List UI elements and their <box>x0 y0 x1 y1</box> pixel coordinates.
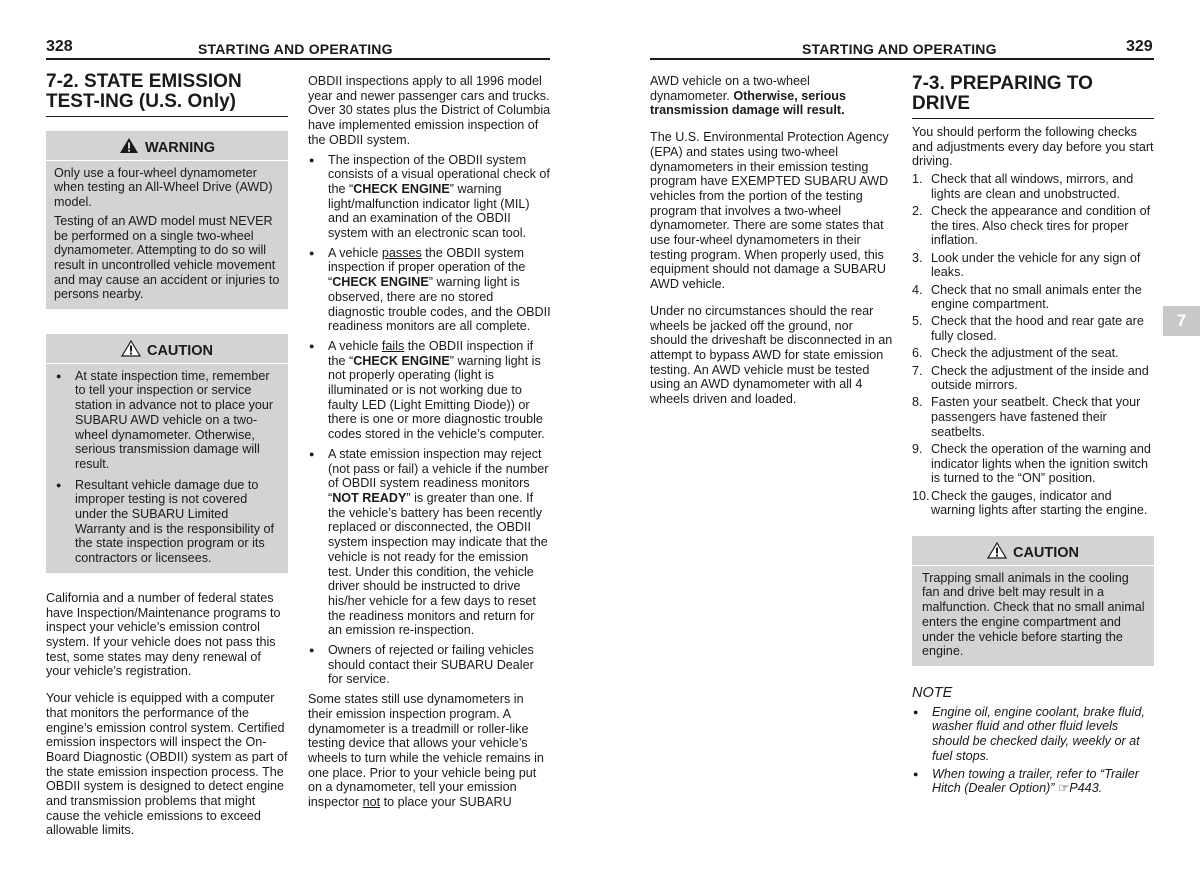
preparing-intro: You should perform the following checks and adjustments every day before you start driving. <box>912 125 1154 169</box>
checklist-item <box>912 172 1154 201</box>
column-1 <box>46 72 288 838</box>
checklist-item-number: 1. <box>912 172 923 187</box>
running-head-left: STARTING AND OPERATING <box>198 41 393 57</box>
jacking-paragraph: Under no circumstances should the rear wheels be jacked off the ground, nor should the driveshaft be disconnected in an attempt to bypass AWD for state emission testing. An AWD vehicle must be tested using an AWD dynamometer with all 4 wheels driven and loaded. <box>650 303 893 407</box>
column-3 <box>650 74 893 407</box>
paragraph-california: California and a number of federal states have Inspection/Maintenance programs to inspect your vehicle’s emission control system. If your vehicle does not pass this test, some states may deny renewal of your vehicle’s registration. <box>46 590 281 679</box>
checklist-item-number: 10. <box>912 488 930 503</box>
obdii-bullet-fails: ● A vehicle fails the OBDII inspection if the “CHECK ENGINE” warning light is not properly operating (light is illuminated or is not working due to faulty LED (Light Emitting Diode)) or there is one or more diagnostic trouble codes stored in the vehicle’s computer. <box>308 339 551 442</box>
checklist-item <box>912 395 1154 439</box>
epa-paragraph: The U.S. Environmental Protection Agency (EPA) and states using two-wheel dynamometers in their emission testing program have EXEMPTED SUBARU AWD vehicles from the portion of the testing program that involves a two-wheel dynamometer. There are some states that use four-wheel dynamometers in their testing program. When properly used, this equipment should not damage a SUBARU AWD vehicle. <box>650 130 889 292</box>
page-number-left: 328 <box>46 38 73 55</box>
caution-bullet-1: ● At state inspection time, remember to tell your inspection or service station in advance not to place your SUBARU AWD vehicle on a two-wheel dynamometer. Otherwise, serious transmission damage will result. <box>55 369 280 472</box>
caution-heading-left <box>46 334 288 364</box>
checklist-item <box>912 489 1154 518</box>
obdii-intro: OBDII inspections apply to all 1996 model year and newer passenger cars and trucks. Over 30 states plus the District of Columbia have implemented emission inspection of the OBDII system. <box>308 74 551 147</box>
caution-heading-text-right: CAUTION <box>1012 545 1080 562</box>
running-head-right: STARTING AND OPERATING <box>802 41 997 57</box>
note-bullet-trailer: ● When towing a trailer, refer to “Trailer Hitch (Dealer Option)” ☞P443. <box>912 767 1154 796</box>
checklist-item-text: Check the gauges, indicator and warning lights after starting the engine. <box>931 488 1148 518</box>
checklist-item <box>912 364 1154 393</box>
checklist-item-text: Check the adjustment of the inside and outside mirrors. <box>931 363 1149 393</box>
caution-heading-text-left: CAUTION <box>146 343 214 360</box>
checklist-item-number: 2. <box>912 204 923 219</box>
checklist-item-text: Fasten your seatbelt. Check that your passengers have fastened their seatbelts. <box>931 395 1141 439</box>
checklist-item <box>912 314 1154 343</box>
note-bullet-fluids: ● Engine oil, engine coolant, brake fluid, washer fluid and other fluid levels should be checked daily, weekly or at fuel stops. <box>912 705 1154 764</box>
warning-paragraph-2: Testing of an AWD model must NEVER be performed on a single two-wheel dynamometer. Attempting to do so will result in uncontrolled vehicle movement and may cause an accident or injuries to persons nearby. <box>54 213 280 302</box>
page-number-right: 329 <box>1126 38 1153 55</box>
checklist-item-number: 4. <box>912 282 923 297</box>
page-reference-icon: ☞ <box>1057 781 1070 796</box>
caution-triangle-icon <box>121 340 141 357</box>
header-rule-right <box>650 58 1154 60</box>
checklist-item-text: Check the adjustment of the seat. <box>931 346 1119 361</box>
caution-box-left <box>46 334 288 573</box>
checklist-item-number: 6. <box>912 346 923 361</box>
checklist-item <box>912 442 1154 486</box>
checklist-item-text: Check that all windows, mirrors, and lights are clean and unobstructed. <box>931 172 1134 201</box>
section-title-7-2: 7-2. STATE EMISSION TEST-ING (U.S. Only) <box>46 72 288 117</box>
warning-heading-text: WARNING <box>144 140 216 156</box>
caution-text-right: Trapping small animals in the cooling fan and drive belt may result in a malfunction. Check that no small animal enters the engine compartment and under the vehicle before starting the engine. <box>922 570 1145 659</box>
checklist-item-number: 8. <box>912 395 923 410</box>
checklist-item-number: 7. <box>912 363 923 378</box>
checklist-item <box>912 283 1154 312</box>
warning-triangle-icon <box>119 137 139 154</box>
caution-triangle-icon <box>987 542 1007 559</box>
checklist-item-text: Check that the hood and rear gate are fully closed. <box>931 314 1144 344</box>
dynamometer-paragraph: Some states still use dynamometers in their emission inspection program. A dynamometer is a treadmill or roller-like testing device that allows your vehicle’s wheels to turn while the vehicle remains in one place. Prior to your vehicle being put on a dynamometer, tell your emission inspector not to place your SUBARU <box>308 692 544 810</box>
note-list <box>912 705 1154 796</box>
checklist-item-text: Check that no small animals enter the engine compartment. <box>931 282 1142 312</box>
warning-heading <box>46 131 288 161</box>
checklist-item-text: Check the operation of the warning and indicator lights when the ignition switch is turned to the “ON” position. <box>931 442 1151 486</box>
column-2 <box>308 74 551 810</box>
checklist-item <box>912 204 1154 248</box>
note-heading: NOTE <box>912 685 953 701</box>
checklist-item-number: 3. <box>912 250 923 265</box>
header-rule-left <box>46 58 550 60</box>
caution-bullet-2: ● Resultant vehicle damage due to improper testing is not covered under the SUBARU Limited Warranty and is the responsibility of the state inspection program or its contractors or licensees. <box>55 478 280 566</box>
checklist <box>912 172 1154 518</box>
checklist-item-text: Look under the vehicle for any sign of leaks. <box>931 250 1141 280</box>
caution-box-right <box>912 536 1154 666</box>
warning-box <box>46 131 288 309</box>
checklist-item <box>912 251 1154 280</box>
checklist-item <box>912 346 1154 361</box>
chapter-tab: 7 <box>1163 306 1200 336</box>
obdii-bullet-inspection: ● The inspection of the OBDII system consists of a visual operational check of the “CHECK ENGINE” warning light/malfunction indicator light (MIL) and an examination of the OBDII system with an electronic scan tool. <box>308 153 551 241</box>
checklist-item-number: 9. <box>912 442 923 457</box>
warning-paragraph-1: Only use a four-wheel dynamometer when testing an All-Wheel Drive (AWD) model. <box>54 165 273 210</box>
caution-heading-right <box>912 536 1154 566</box>
section-title-7-3: 7-3. PREPARING TO DRIVE <box>912 74 1154 119</box>
column-4 <box>912 74 1154 796</box>
obdii-bullet-owners: ● Owners of rejected or failing vehicles should contact their SUBARU Dealer for service. <box>308 643 551 687</box>
obdii-bullet-passes: ● A vehicle passes the OBDII system inspection if proper operation of the “CHECK ENGINE” warning light is observed, there are no stored diagnostic trouble codes, and the OBDII readiness monitors are all complete. <box>308 246 551 334</box>
paragraph-obdii-computer: Your vehicle is equipped with a computer that monitors the performance of the engine’s emission control system. Certified emission inspectors will inspect the On-Board Diagnostic (OBDII) system as part of the state emission inspection process. The OBDII system is designed to detect engine and transmission problems that might cause the vehicle emissions to exceed allowable limits. <box>46 691 288 838</box>
obdii-bullet-reject: ● A state emission inspection may reject (not pass or fail) a vehicle if the number of OBDII system readiness monitors “NOT READY” is greater than one. If the vehicle’s battery has been recently replaced or disconnected, the OBDII system inspection may indicate that the vehicle is not ready for the emission test. Under this condition, the vehicle driver should be instructed to drive his/her vehicle for a few days to reset the readiness monitors and return for an emission re-inspection. <box>308 447 551 638</box>
awd-continuation: AWD vehicle on a two-wheel dynamometer. Otherwise, serious transmission damage will result. <box>650 74 846 118</box>
checklist-item-text: Check the appearance and condition of the tires. Also check tires for proper inflation. <box>931 204 1151 248</box>
checklist-item-number: 5. <box>912 314 923 329</box>
